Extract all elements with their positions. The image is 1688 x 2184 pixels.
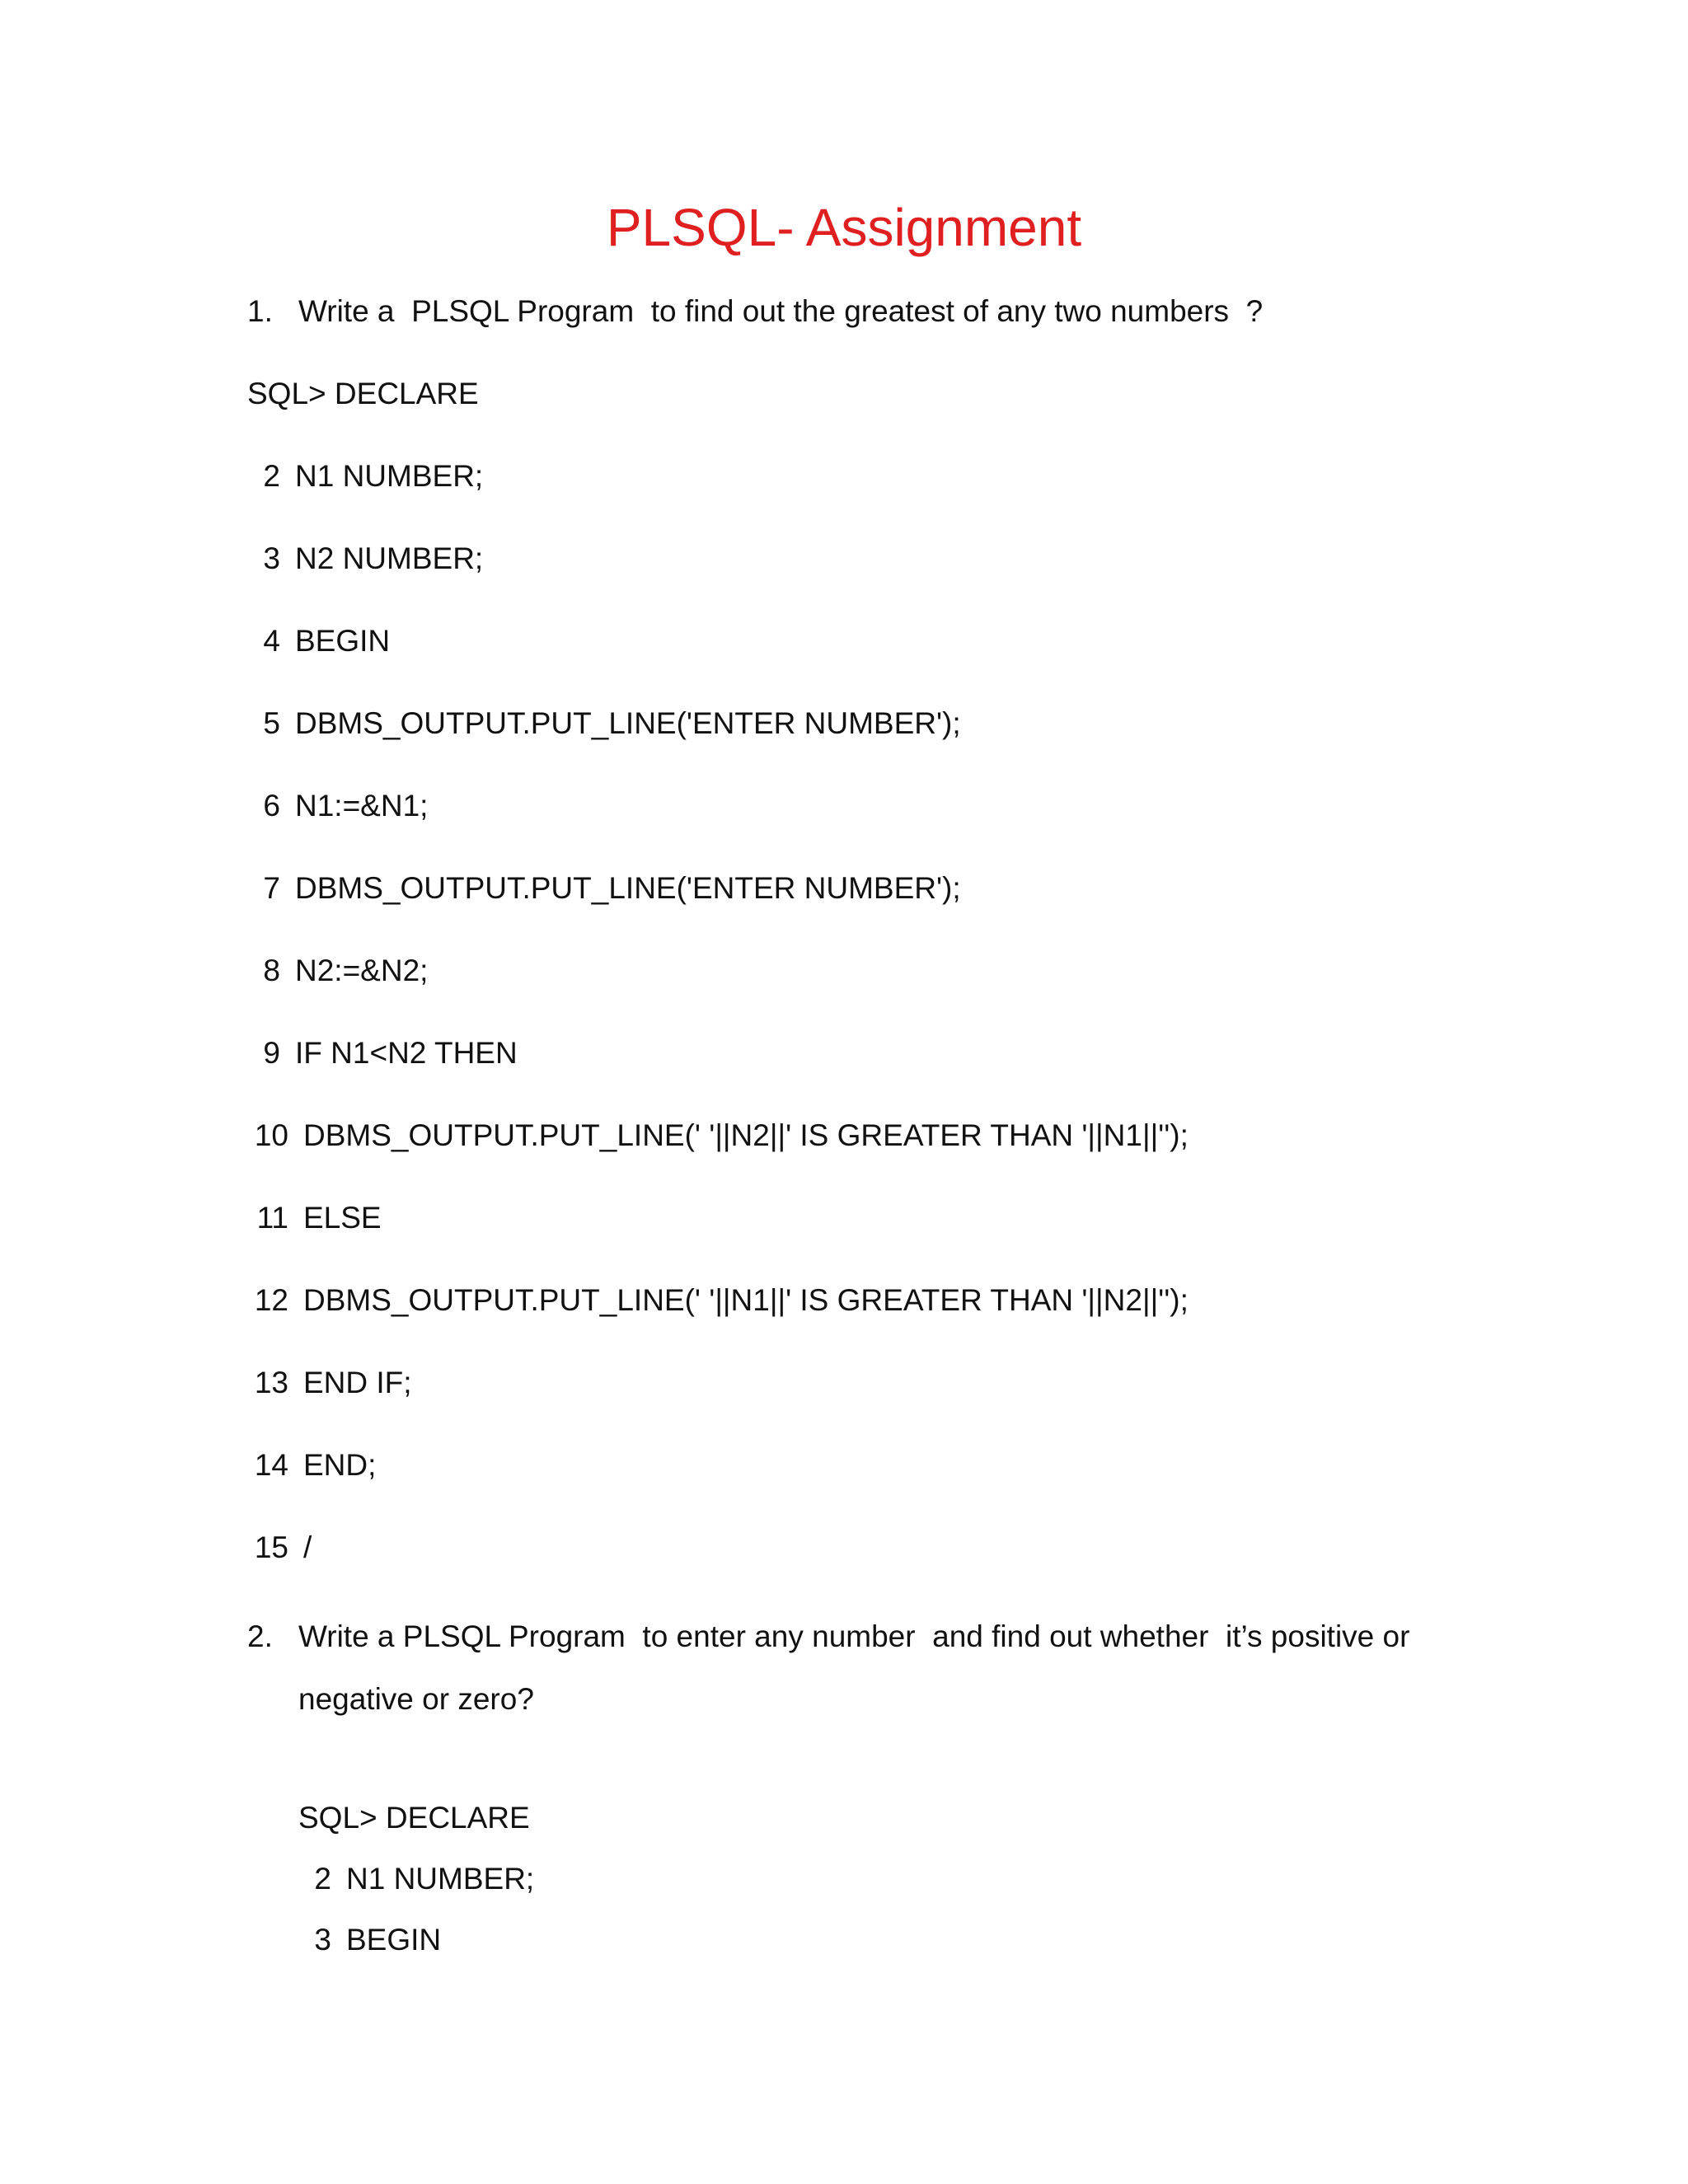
code-line	[298, 1920, 441, 1960]
line-code: N1:=&N1;	[295, 789, 429, 823]
code-line	[247, 1446, 376, 1485]
question-text-line-2: negative or zero?	[298, 1682, 534, 1716]
code-line	[247, 539, 483, 579]
code-line	[298, 1859, 534, 1899]
line-number: 4	[263, 624, 280, 658]
question-text-line-1: Write a PLSQL Program to enter any number and find out whether it’s positive or	[298, 1619, 1410, 1653]
line-number: 7	[263, 871, 280, 905]
code-line	[247, 1363, 412, 1403]
code-line	[247, 1033, 518, 1073]
line-number: 10	[254, 1118, 288, 1152]
line-code: ELSE	[303, 1201, 382, 1235]
line-code: DBMS_OUTPUT.PUT_LINE(' '||N2||' IS GREATER THAN '||N1||'');	[303, 1118, 1189, 1152]
line-code: END IF;	[303, 1366, 412, 1399]
page-title: PLSQL- Assignment	[606, 198, 1082, 257]
code-line	[247, 786, 428, 826]
line-code: N1 NUMBER;	[295, 459, 484, 493]
line-code: DBMS_OUTPUT.PUT_LINE('ENTER NUMBER');	[295, 871, 961, 905]
line-number: 15	[254, 1530, 288, 1564]
question-number: 1.	[247, 294, 273, 328]
code-line	[247, 621, 390, 661]
sql-prompt: SQL> DECLARE	[298, 1801, 530, 1835]
line-code: N1 NUMBER;	[346, 1862, 535, 1896]
code-line	[247, 1281, 1189, 1320]
line-number: 11	[256, 1201, 288, 1235]
line-code: /	[303, 1530, 312, 1564]
line-code: DBMS_OUTPUT.PUT_LINE('ENTER NUMBER');	[295, 706, 961, 740]
code-line	[247, 1116, 1189, 1155]
line-number: 3	[314, 1923, 331, 1957]
line-code: N2 NUMBER;	[295, 541, 484, 575]
code-line	[247, 457, 483, 496]
line-number: 6	[263, 789, 280, 823]
question-number: 2.	[247, 1619, 273, 1653]
line-number: 13	[254, 1366, 288, 1399]
line-number: 14	[254, 1448, 288, 1482]
question-text: Write a PLSQL Program to find out the greatest of any two numbers ?	[298, 294, 1264, 328]
line-code: N2:=&N2;	[295, 954, 429, 987]
line-number: 2	[263, 459, 280, 493]
line-code: DBMS_OUTPUT.PUT_LINE(' '||N1||' IS GREATER THAN '||N2||'');	[303, 1283, 1189, 1317]
code-line	[247, 704, 961, 743]
line-number: 5	[263, 706, 280, 740]
code-line	[247, 1528, 312, 1568]
line-number: 9	[263, 1036, 280, 1070]
line-code: BEGIN	[346, 1923, 442, 1957]
code-line	[247, 869, 961, 908]
line-number: 2	[314, 1862, 331, 1896]
line-number: 8	[263, 954, 280, 987]
sql-prompt: SQL> DECLARE	[247, 377, 479, 410]
code-line	[247, 1198, 382, 1238]
line-code: BEGIN	[295, 624, 391, 658]
line-code: IF N1<N2 THEN	[295, 1036, 518, 1070]
code-line	[247, 951, 428, 991]
line-code: END;	[303, 1448, 377, 1482]
line-number: 3	[263, 541, 280, 575]
line-number: 12	[254, 1283, 288, 1317]
